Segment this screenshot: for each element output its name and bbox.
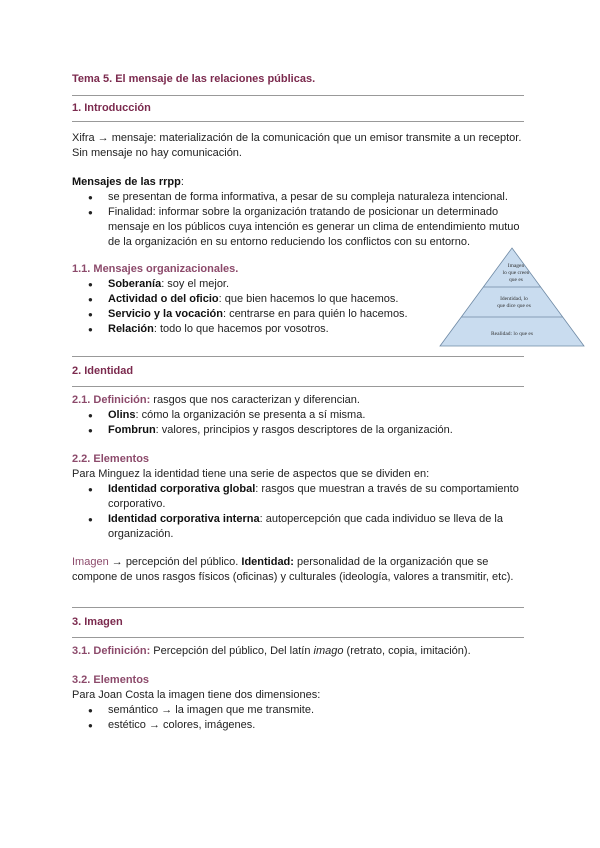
definition: : autopercepción que cada individuo se lleva de la [259, 513, 503, 525]
text: → percepción del público. [108, 556, 242, 568]
mensajes-block [72, 175, 532, 250]
subsection-heading: 2.2. Elementos [72, 453, 150, 465]
elementos-intro: Para Joan Costa la imagen tiene dos dimensiones: [72, 689, 321, 701]
definition: : que bien hacemos lo que hacemos. [218, 293, 399, 305]
text: personalidad de la organización que se [293, 556, 489, 568]
identidad-definicion [72, 393, 532, 438]
elementos-list [72, 482, 532, 542]
pyramid-mid-line: Identidad, lo [500, 296, 528, 302]
colon: : [180, 176, 184, 188]
list-item-text: se presentan de forma informativa, a pesar de su compleja naturaleza intencional. [108, 191, 508, 203]
identity-pyramid-figure [438, 246, 586, 348]
list-item [72, 190, 532, 205]
section-heading-introduccion: 1. Introducción [72, 102, 151, 114]
intro-line-2: Sin mensaje no hay comunicación. [72, 147, 242, 159]
mensajes-list [72, 190, 532, 250]
elementos-intro: Para Minguez la identidad tiene una serie de aspectos que se dividen en: [72, 468, 430, 480]
imagen-elementos [72, 673, 532, 733]
pyramid-top-line: lo que creen [502, 270, 530, 276]
divider [72, 356, 524, 357]
definition-text: rasgos que nos caracterizan y diferencian. [150, 394, 360, 406]
list-item [72, 423, 532, 438]
term: Relación [108, 323, 154, 335]
divider [72, 637, 524, 638]
list-item [72, 703, 532, 718]
definition-line [72, 393, 532, 408]
pyramid-base-line: Realidad: lo que es [490, 331, 534, 337]
definition: : todo lo que hacemos por vosotros. [153, 323, 329, 335]
paragraph-line [72, 555, 532, 570]
dimensiones-list [72, 703, 532, 733]
subsection-heading: 3.2. Elementos [72, 674, 150, 686]
latin-term: imago [313, 645, 344, 657]
section-heading-identidad: 2. Identidad [72, 365, 134, 377]
definition-line [72, 644, 532, 659]
imagen-definicion [72, 644, 532, 659]
list-item-text: mensaje en los públicos cuya intención es generar un clima de entendimiento mutuo [108, 221, 520, 233]
document-title: Tema 5. El mensaje de las relaciones públicas. [72, 73, 316, 85]
definition: corporativo. [108, 498, 166, 510]
definition: : centrarse en para quién lo hacemos. [222, 308, 408, 320]
term: Identidad corporativa global [108, 483, 256, 495]
definition-text: Percepción del público, Del latín [150, 645, 314, 657]
list-item [72, 512, 532, 542]
pyramid-top-line: Imagen [507, 263, 525, 269]
imagen-identidad-paragraph [72, 555, 532, 585]
list-item [72, 322, 442, 337]
term: Olins [108, 409, 136, 421]
list-item [72, 205, 532, 250]
organizacionales-list [72, 277, 442, 337]
mensajes-label-line [72, 175, 532, 190]
divider [72, 95, 524, 96]
term: Servicio y la vocación [108, 308, 223, 320]
definition: organización. [108, 528, 174, 540]
term: Fombrun [108, 424, 156, 436]
identidad-elementos [72, 452, 532, 542]
list-item [72, 292, 442, 307]
list-item-text: semántico → la imagen que me transmite. [108, 704, 315, 716]
definition-text: (retrato, copia, imitación). [343, 645, 471, 657]
definicion-list [72, 408, 532, 438]
definition: : valores, principios y rasgos descriptores de la organización. [155, 424, 453, 436]
identidad-term: Identidad: [241, 556, 294, 568]
mensajes-organizacionales [72, 262, 442, 337]
list-item [72, 408, 532, 423]
list-item-text: estético → colores, imágenes. [108, 719, 256, 731]
list-item [72, 277, 442, 292]
definition: : cómo la organización se presenta a sí misma. [135, 409, 366, 421]
definition-label: 3.1. Definición: [72, 645, 151, 657]
intro-paragraph [72, 131, 532, 161]
divider [72, 121, 524, 122]
definition: : soy el mejor. [161, 278, 230, 290]
divider [72, 607, 524, 608]
pyramid-top-line: que es [509, 277, 523, 283]
term: Identidad corporativa interna [108, 513, 260, 525]
pyramid-mid-line: que dice que es [497, 303, 531, 309]
list-item [72, 307, 442, 322]
subsection-heading: 1.1. Mensajes organizacionales. [72, 263, 239, 275]
section-heading-imagen: 3. Imagen [72, 616, 123, 628]
list-item [72, 482, 532, 512]
list-item-text: Finalidad: informar sobre la organización tratando de posicionar un determinado [108, 206, 499, 218]
list-item [72, 718, 532, 733]
term: Soberanía [108, 278, 162, 290]
definition: : rasgos que muestran a través de su comportamiento [255, 483, 519, 495]
list-item-text: de la organización en su entorno reduciendo los conflictos con su entorno. [108, 236, 471, 248]
term: Actividad o del oficio [108, 293, 219, 305]
imagen-term: Imagen [72, 556, 109, 568]
divider [72, 386, 524, 387]
mensajes-label: Mensajes de las rrpp [72, 176, 181, 188]
intro-line-1: Xifra → mensaje: materialización de la comunicación que un emisor transmite a un receptor. [72, 132, 522, 144]
paragraph-line: compone de unos rasgos físicos (oficinas) y culturales (ideología, valores a transmitir, etc). [72, 571, 514, 583]
definition-label: 2.1. Definición: [72, 394, 151, 406]
